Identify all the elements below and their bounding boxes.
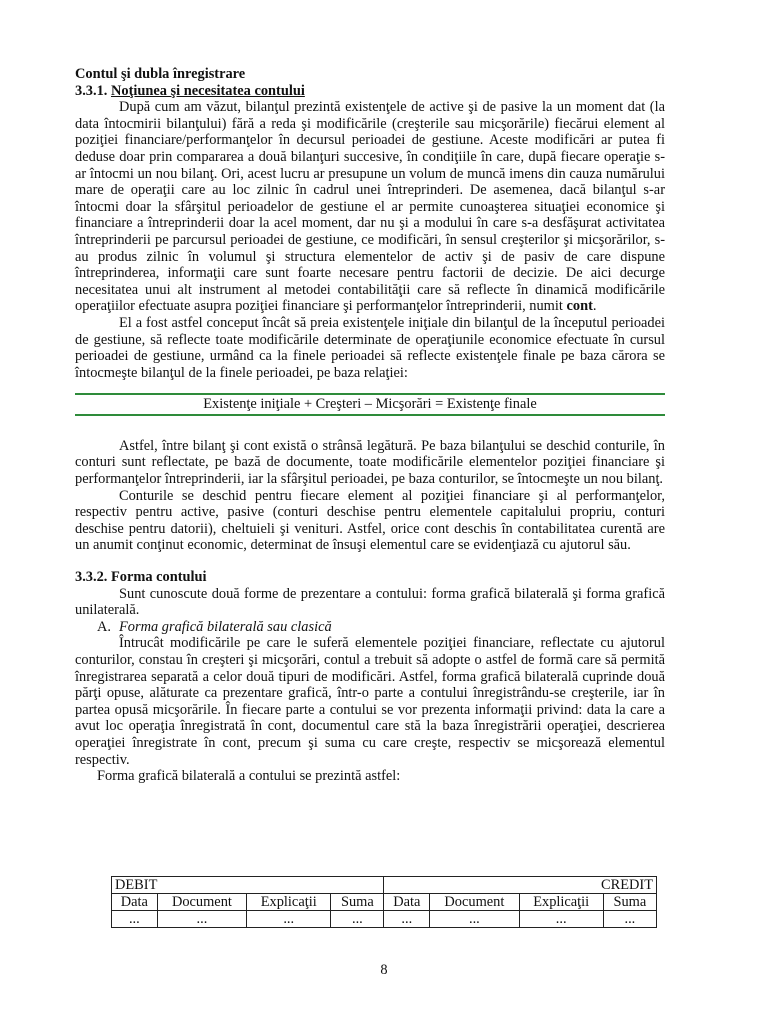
paragraph-3: Astfel, între bilanţ şi cont există o strânsă legătură. Pe baza bilanţului se deschid conturile, în conturi sunt reflectate, pe bază de documente, toate modificările elementelor poziţiei financiare şi performanţelor întreprinderii, iar la sfârşitul perioadei, pe baza conturilor, se întocmeşte un nou bilanţ.: [75, 437, 665, 488]
column-header: Explicaţii: [247, 894, 331, 911]
paragraph-1-text: După cum am văzut, bilanţul prezintă existenţele de active şi de pasive la un moment dat (la data întocmirii bilanţului) fără a reda şi modificările (creşterile sau micşorările) fiecărui element al poziţiei financiare/performanţelor în decursul perioadei de gestiune. Aceste modificări ar putea fi deduse doar prin compararea a două bilanţuri succesive, în condiţiile în care, după fiecare operaţie s-ar întocmi un nou bilanţ. Ori, acest lucru ar presupune un volum de muncă imens din cauza numărului mare de operaţii care au loc zilnic în cadrul unei întreprinderi. De asemenea, dacă bilanţul s-ar întocmi doar la sfârşitul perioadelor de gestiune el ar permite cunoaşterea situaţiei economice şi financiare a întreprinderii doar la acel moment, dar nu şi a modului în care s-a desfăşurat activitatea întreprinderii pe parcursul perioadei de gestiune, ce modificări, în sensul creşterilor şi micşorărilor, s-au produs zilnic în volumul şi structura elementelor de activ şi de pasiv de care dispune întreprinderea, informaţii care sunt foarte necesare pentru factorii de decizie. De aici decurge necesitatea unui alt instrument al metodei contabilităţii care să reflecte în dinamică modificările operaţiilor efectuate asupra poziţiei financiare şi performanţelor întreprinderii, numit: [75, 99, 665, 315]
table-cell: ...: [384, 911, 430, 928]
column-header: Data: [112, 894, 158, 911]
section-heading-3-3-2: 3.3.2. Forma contului: [75, 569, 207, 586]
paragraph-1-end: .: [592, 298, 597, 315]
table-cell: ...: [112, 911, 158, 928]
debit-label: DEBIT: [112, 877, 384, 894]
table-header-row: [112, 877, 657, 894]
column-header: Suma: [331, 894, 384, 911]
column-header: Document: [430, 894, 519, 911]
column-header: Data: [384, 894, 430, 911]
list-item-text: Forma grafică bilaterală sau clasică: [119, 618, 332, 635]
chapter-heading: Contul şi dubla înregistrare: [75, 66, 246, 82]
equation-rule-bottom: [75, 414, 665, 416]
paragraph-4: Conturile se deschid pentru fiecare element al poziţiei financiare şi al performanţelor, respectiv pentru active, pasive (conturi deschise pentru elementele capitalului propriu, conturi deschise pentru datorii), cheltuieli şi venituri. Astfel, orice cont deschis în contabilitatea curentă are un anumit conţinut economic, determinat de însuşi elementul care se evidenţiază cu ajutorul său.: [75, 487, 665, 554]
paragraph-6: Întrucât modificările pe care le suferă elementele poziţiei financiare, reflectate cu ajutorul conturilor, constau în creşteri şi micşorări, contul a trebuit să adopte o astfel de formă care să permită înregistrarea separată a celor două tipuri de modificări. Astfel, forma grafică bilaterală cuprinde două părţi opuse, alăturate ca prezentare grafică, într-o parte a contului înregistrându-se creşterile, iar în partea opusă micşorările. În fiecare parte a contului se vor prezenta informaţii privind: data la care a avut loc operaţia înregistrată în cont, documentul care stă la baza înregistrării operaţiei, descrierea operaţiei înregistrate în cont, precum şi suma cu care creşte, respectiv se micşorează elementul respectiv.: [75, 635, 665, 768]
paragraph-1: [75, 99, 665, 315]
table-column-headers: [112, 894, 657, 911]
list-item-label: A.: [97, 618, 111, 635]
table-cell: ...: [519, 911, 603, 928]
equation-box: [75, 393, 665, 416]
section-heading-3-3-1: [75, 83, 665, 100]
account-table: [111, 876, 657, 928]
section-number: 3.3.1.: [75, 82, 111, 99]
paragraph-7: Forma grafică bilaterală a contului se prezintă astfel:: [97, 768, 401, 785]
equation: Existenţe iniţiale + Creşteri – Micşorări = Existenţe finale: [203, 396, 537, 413]
list-item-a: [75, 619, 665, 636]
table-cell: ...: [603, 911, 656, 928]
credit-label: CREDIT: [384, 877, 657, 894]
table-cell: ...: [157, 911, 246, 928]
table-cell: ...: [331, 911, 384, 928]
column-header: Suma: [603, 894, 656, 911]
column-header: Explicaţii: [519, 894, 603, 911]
page-number: 8: [380, 962, 388, 978]
table-cell: ...: [247, 911, 331, 928]
paragraph-5: Sunt cunoscute două forme de prezentare a contului: forma grafică bilaterală şi forma grafică unilaterală.: [75, 585, 665, 619]
page-body: [75, 66, 665, 785]
table-row: [112, 911, 657, 928]
paragraph-2: El a fost astfel conceput încât să preia existenţele iniţiale din bilanţul de la începutul perioadei de gestiune, să reflecte toate modificările determinate de operaţiunile economice efectuate în cursul perioadei de gestiune, urmând ca la finele perioadei să reflecte existenţele finale pe baza cărora se întocmeşte bilanţul de la finele perioadei, pe baza relaţiei:: [75, 314, 665, 381]
paragraph-1-bold: cont: [566, 298, 593, 315]
table-cell: ...: [430, 911, 519, 928]
section-title: Noţiunea şi necesitatea contului: [110, 82, 305, 99]
column-header: Document: [157, 894, 246, 911]
